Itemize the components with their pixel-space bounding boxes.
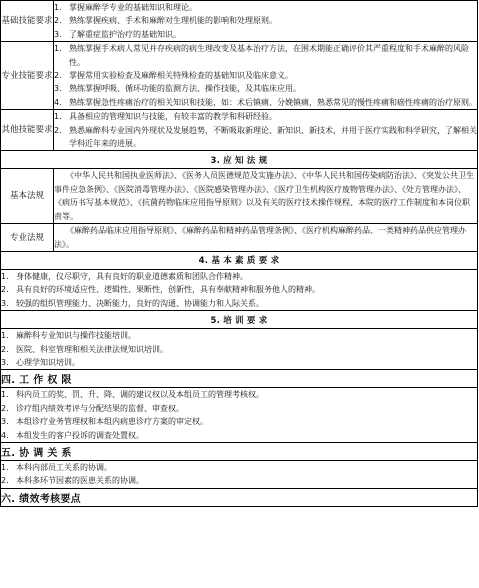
law-content [54, 224, 478, 252]
requirement-item [54, 110, 477, 123]
requirement-content [54, 42, 478, 110]
authority-heading: 四. 工 作 权 限 [1, 370, 478, 388]
quality-list-row [1, 269, 478, 310]
coordination-list-row [1, 460, 478, 488]
requirement-row [1, 110, 478, 151]
item-number: 1. [1, 462, 9, 472]
coordination-heading-row [1, 442, 478, 460]
law-row [1, 224, 478, 252]
training-list-row [1, 329, 478, 370]
law-content [54, 169, 478, 224]
item-number: 1. [1, 271, 9, 281]
item-text: 本科内部员工关系的协调。 [16, 462, 112, 472]
list-item [1, 415, 477, 428]
item-text: 麻醉科专业知识与操作技能培训。 [16, 331, 136, 341]
requirement-item [54, 28, 477, 41]
item-text: 心理学知识培训。 [16, 357, 80, 367]
law-row [1, 169, 478, 224]
item-text: 熟练掌握急性疼痛治疗的相关知识和技能，如：术后镇痛、分娩镇痛，熟悉常见的慢性疼痛和癌性疼痛的治疗原则。 [69, 97, 477, 107]
item-number: 1. [54, 3, 62, 12]
item-number: 2. [54, 125, 62, 135]
item-text: 熟练掌握手术病人常见并存疾病的病生理改变及基本治疗方法，在围术期能正确评价其严重程度和手术麻醉的风险性。 [69, 44, 469, 67]
list-item [1, 402, 477, 415]
assessment-heading-row [1, 488, 478, 506]
item-text: 了解重症监护治疗的基础知识。 [69, 29, 181, 39]
quality-list [1, 269, 478, 310]
item-number: 2. [1, 285, 9, 295]
item-number: 1. [1, 390, 9, 400]
item-number: 2. [1, 476, 9, 486]
authority-heading-row [1, 370, 478, 388]
item-text: 掌握麻醉学专业的基础知识和理论。 [69, 3, 197, 12]
quality-heading: 4. 基 本 素 质 要 求 [1, 251, 478, 269]
law-label: 专业法规 [1, 224, 54, 252]
list-item [1, 283, 477, 296]
requirement-label: 专业技能要求 [1, 42, 54, 110]
item-text: 熟练掌握疾病、手术和麻醉对生理机能的影响和处理原则。 [69, 16, 277, 26]
item-number: 3. [1, 298, 9, 308]
training-list [1, 329, 478, 370]
list-item [1, 429, 477, 442]
item-number: 2. [54, 16, 62, 26]
list-item [1, 356, 477, 369]
requirement-item [54, 69, 477, 82]
item-number: 4. [54, 97, 62, 107]
item-text: 本组发生的客户投诉的调查处置权。 [16, 430, 144, 440]
item-number: 1. [1, 331, 9, 341]
requirement-item [54, 82, 477, 95]
requirement-content [54, 110, 478, 151]
coordination-heading: 五. 协 调 关 系 [1, 442, 478, 460]
item-number: 2. [54, 71, 62, 81]
item-number: 1. [54, 44, 62, 54]
training-heading-row [1, 311, 478, 329]
laws-heading: 3. 应 知 法 规 [1, 151, 478, 169]
item-text: 具备相应的管理知识与技能，有较丰富的教学和科研经验。 [69, 112, 277, 122]
laws-heading-row [1, 151, 478, 169]
item-number: 3. [54, 84, 62, 94]
list-item [1, 297, 477, 310]
list-item [1, 343, 477, 356]
item-number: 3. [1, 417, 9, 427]
item-text: 本组诊疗业务管理权和本组内病患诊疗方案的审定权。 [16, 417, 208, 427]
item-number: 2. [1, 344, 9, 354]
item-number: 4. [1, 430, 9, 440]
requirement-item [54, 124, 477, 151]
requirement-label: 基础技能要求 [1, 1, 54, 42]
list-item [1, 474, 477, 487]
item-text: 具有良好的环境适应性、逻辑性、果断性，创新性，具有奉献精神和服务他人的精神。 [16, 285, 320, 295]
requirement-item [54, 14, 477, 27]
item-text: 科内员工的奖、罚、升、降、调的建议权以及本组员工的管理考核权。 [16, 390, 264, 400]
list-item [1, 329, 477, 342]
list-item [1, 461, 477, 474]
authority-list [1, 388, 478, 443]
requirement-item [54, 42, 477, 69]
item-number: 2. [1, 403, 9, 413]
training-heading: 5. 培 训 要 求 [1, 311, 478, 329]
list-item [1, 388, 477, 401]
law-label: 基本法规 [1, 169, 54, 224]
item-text: 熟练掌握呼吸、循环功能的监测方法、操作技能，及其临床应用。 [69, 84, 301, 94]
quality-heading-row [1, 251, 478, 269]
item-text: 较强的组织管理能力、决断能力，良好的沟通、协调能力和人际关系。 [16, 298, 264, 308]
requirement-item [54, 1, 477, 14]
requirement-item [54, 96, 477, 109]
item-number: 3. [54, 29, 62, 39]
item-number: 3. [1, 357, 9, 367]
item-text: 本科多环节因素的医患关系的协调。 [16, 476, 144, 486]
item-text: 熟悉麻醉科专业国内外现状及发展趋势，不断吸取新理论、新知识、新技术，并用于医疗实践和科学研究，了解相关学科近年来的进展。 [69, 125, 477, 149]
item-number: 1. [54, 112, 62, 122]
assessment-heading: 六. 绩效考核要点 [1, 488, 478, 506]
item-text: 医院、科室管理和相关法律法规知识培训。 [16, 344, 168, 354]
coordination-list [1, 460, 478, 488]
requirement-label: 其他技能要求 [1, 110, 54, 151]
item-text: 诊疗组内绩效考评与分配结果的监督、审查权。 [16, 403, 184, 413]
requirement-content [54, 1, 478, 42]
requirement-row [1, 42, 478, 110]
item-text: 身体健康，仪尽职守，具有良好的职业道德素质和团队合作精神。 [16, 271, 248, 281]
authority-list-row [1, 388, 478, 443]
requirement-row [1, 1, 478, 42]
item-text: 掌握常用实验检查及麻醉相关特殊检查的基础知识及临床意义。 [69, 71, 293, 81]
law-text: 《麻醉药品临床应用指导原则》、《麻醉药品和精神药品管理条例》、《医疗机构麻醉药品、一类精神药品供应管理办法》。 [54, 226, 466, 249]
law-text: 《中华人民共和国执业医师法》、《医务人员医德规范及实施办法》、《中华人民共和国传染病防治法》、《突发公共卫生事件应急条例》、《医院消毒管理办法》、《医院感染管理办法》、《医疗卫生机构医疗废物管理办法》、《处方管理办法》、《病历书写基本规范》、《抗菌药物临床应用指导原则》以及有关的医疗技术操作规程、本院的医疗工作制度和本岗位职责等。 [54, 171, 474, 221]
list-item [1, 270, 477, 283]
